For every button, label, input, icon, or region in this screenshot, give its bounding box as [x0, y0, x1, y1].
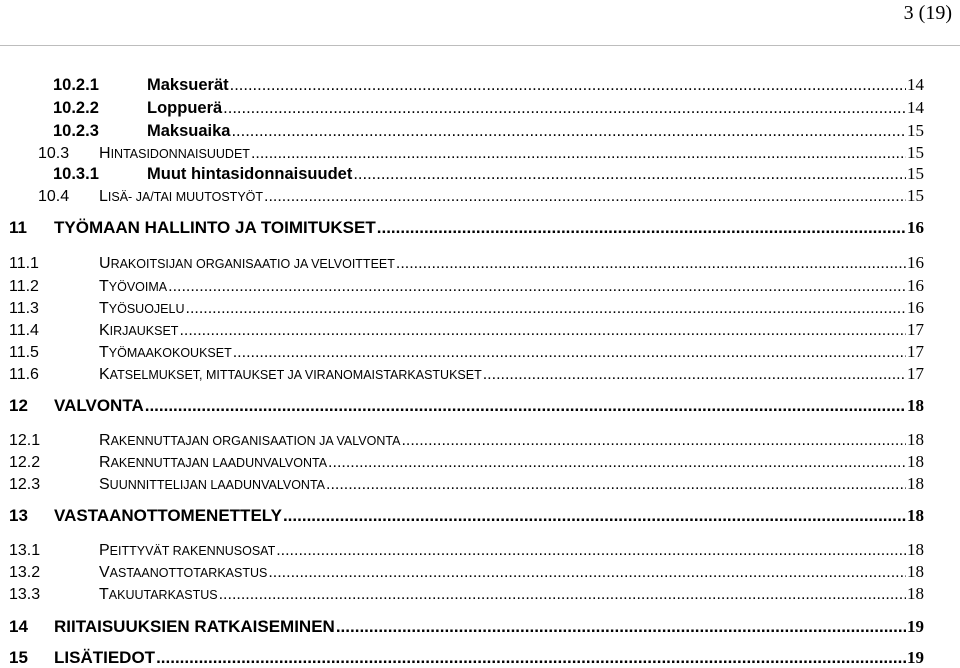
toc-entry-page: 14 — [907, 75, 924, 94]
toc-entry-number: 11.6 — [9, 366, 39, 383]
toc-entry[interactable] — [38, 141, 924, 163]
toc-entry[interactable] — [9, 318, 924, 340]
toc-entry-title: TYÖMAAN HALLINTO JA TOIMITUKSET — [54, 218, 376, 237]
toc-entry[interactable] — [38, 184, 924, 206]
toc-entry-title: LISÄ- JA/TAI MUUTOSTYÖT — [99, 188, 264, 205]
toc-entry-number: 10.4 — [38, 188, 70, 205]
toc-entry-number: 11 — [9, 218, 27, 237]
toc-dot-leader — [251, 145, 906, 163]
toc-entry-page: 15 — [907, 143, 924, 162]
toc-dot-leader — [326, 476, 906, 494]
toc-entry[interactable] — [9, 296, 924, 318]
toc-entry[interactable] — [9, 274, 924, 296]
toc-dot-leader — [233, 344, 906, 362]
toc-dot-leader — [328, 454, 906, 472]
toc-entry-title: PEITTYVÄT RAKENNUSOSAT — [99, 542, 276, 559]
toc-entry-page: 15 — [907, 121, 924, 140]
toc-entry-page: 16 — [907, 276, 924, 295]
toc-entry-page: 14 — [907, 98, 924, 117]
toc-entry-title: HINTASIDONNAISUUDET — [99, 145, 250, 162]
toc-entry-number: 12 — [9, 396, 28, 415]
toc-entry[interactable] — [9, 362, 924, 384]
toc-entry-number: 10.3.1 — [53, 165, 99, 183]
header-divider — [0, 45, 960, 46]
toc-entry-title: Maksuerät — [147, 76, 229, 94]
toc-dot-leader — [230, 76, 906, 95]
toc-dot-leader — [336, 617, 906, 637]
toc-entry-number: 10.3 — [38, 145, 70, 162]
toc-entry-title: Muut hintasidonnaisuudet — [147, 165, 353, 183]
toc-entry-number: 11.2 — [9, 278, 39, 295]
toc-entry-page: 16 — [907, 218, 924, 237]
toc-entry-title: TYÖMAAKOKOUKSET — [99, 344, 232, 361]
toc-entry-page: 18 — [907, 474, 924, 493]
toc-entry-number: 10.2.2 — [53, 99, 99, 117]
toc-entry-number: 10.2.1 — [53, 76, 99, 94]
toc-dot-leader — [219, 586, 906, 604]
toc-entry-title: URAKOITSIJAN ORGANISAATIO JA VELVOITTEET — [99, 255, 395, 272]
toc-entry-title: Loppuerä — [147, 99, 223, 117]
toc-entry-title: RAKENNUTTAJAN ORGANISAATION JA VALVONTA — [99, 432, 401, 449]
toc-entry-title: TYÖSUOJELU — [99, 300, 185, 317]
toc-entry-page: 18 — [907, 430, 924, 449]
toc-dot-leader — [156, 648, 906, 668]
toc-entry[interactable] — [9, 582, 924, 604]
toc-entry[interactable] — [9, 428, 924, 450]
toc-entry-number: 12.3 — [9, 476, 41, 493]
toc-entry-page: 17 — [907, 320, 924, 339]
toc-entry-title: LISÄTIEDOT — [54, 648, 156, 667]
toc-entry-number: 10.2.3 — [53, 122, 99, 140]
toc-entry[interactable] — [53, 96, 924, 118]
toc-entry-page: 18 — [907, 396, 924, 415]
toc-entry-title: Maksuaika — [147, 122, 231, 140]
toc-entry[interactable] — [9, 615, 924, 637]
toc-entry-page: 18 — [907, 584, 924, 603]
toc-entry[interactable] — [9, 504, 924, 526]
toc-dot-leader — [283, 506, 906, 526]
toc-dot-leader — [231, 122, 906, 141]
toc-dot-leader — [168, 278, 906, 296]
toc-dot-leader — [268, 564, 906, 582]
toc-entry-number: 13.3 — [9, 586, 41, 603]
toc-entry-number: 13 — [9, 506, 28, 525]
toc-entry-title: SUUNNITTELIJAN LAADUNVALVONTA — [99, 476, 325, 493]
toc-entry[interactable] — [9, 251, 924, 273]
toc-entry[interactable] — [9, 472, 924, 494]
toc-dot-leader — [276, 542, 906, 560]
toc-entry-number: 11.4 — [9, 322, 39, 339]
toc-dot-leader — [396, 255, 906, 273]
toc-entry[interactable] — [9, 538, 924, 560]
toc-entry-page: 17 — [907, 364, 924, 383]
toc-entry[interactable] — [9, 646, 924, 668]
toc-entry-page: 16 — [907, 253, 924, 272]
toc-entry-title: KIRJAUKSET — [99, 322, 179, 339]
page-number: 3 (19) — [903, 2, 952, 24]
toc-entry[interactable] — [9, 450, 924, 472]
toc-entry-number: 12.1 — [9, 432, 41, 449]
toc-entry-title: RIITAISUUKSIEN RATKAISEMINEN — [54, 617, 335, 636]
toc-dot-leader — [377, 218, 906, 238]
toc-entry-number: 11.3 — [9, 300, 39, 317]
toc-entry-page: 17 — [907, 342, 924, 361]
toc-entry-number: 11.5 — [9, 344, 39, 361]
toc-entry-page: 18 — [907, 540, 924, 559]
toc-dot-leader — [223, 99, 906, 118]
toc-dot-leader — [483, 366, 906, 384]
toc-entry-page: 18 — [907, 506, 924, 525]
toc-entry-page: 19 — [907, 617, 924, 636]
toc-entry-page: 16 — [907, 298, 924, 317]
toc-entry-page: 15 — [907, 164, 924, 183]
toc-entry-number: 11.1 — [9, 255, 39, 272]
toc-dot-leader — [145, 396, 906, 416]
toc-entry[interactable] — [9, 394, 924, 416]
toc-entry-title: TAKUUTARKASTUS — [99, 586, 218, 603]
toc-entry-number: 12.2 — [9, 454, 41, 471]
toc-entry-title: VALVONTA — [54, 396, 144, 415]
toc-entry[interactable] — [53, 162, 924, 184]
toc-entry[interactable] — [9, 340, 924, 362]
toc-entry-title: VASTAANOTTOMENETTELY — [54, 506, 282, 525]
toc-entry-page: 18 — [907, 452, 924, 471]
toc-entry-page: 19 — [907, 648, 924, 667]
toc-entry-title: VASTAANOTTOTARKASTUS — [99, 564, 268, 581]
toc-entry-number: 15 — [9, 648, 28, 667]
toc-entry-number: 13.2 — [9, 564, 41, 581]
toc-entry[interactable] — [53, 73, 924, 95]
toc-entry-title: RAKENNUTTAJAN LAADUNVALVONTA — [99, 454, 328, 471]
toc-entry-number: 13.1 — [9, 542, 41, 559]
toc-dot-leader — [353, 165, 906, 184]
toc-entry[interactable] — [9, 560, 924, 582]
toc-entry-title: KATSELMUKSET, MITTAUKSET JA VIRANOMAISTARKASTUKSET — [99, 366, 482, 383]
toc-dot-leader — [179, 322, 906, 340]
toc-entry-page: 18 — [907, 562, 924, 581]
toc-entry[interactable] — [9, 216, 924, 238]
toc-entry[interactable] — [53, 119, 924, 141]
toc-dot-leader — [401, 432, 906, 450]
toc-entry-title: TYÖVOIMA — [99, 278, 168, 295]
toc-entry-number: 14 — [9, 617, 28, 636]
toc-dot-leader — [264, 188, 906, 206]
toc-entry-page: 15 — [907, 186, 924, 205]
toc-dot-leader — [186, 300, 907, 318]
